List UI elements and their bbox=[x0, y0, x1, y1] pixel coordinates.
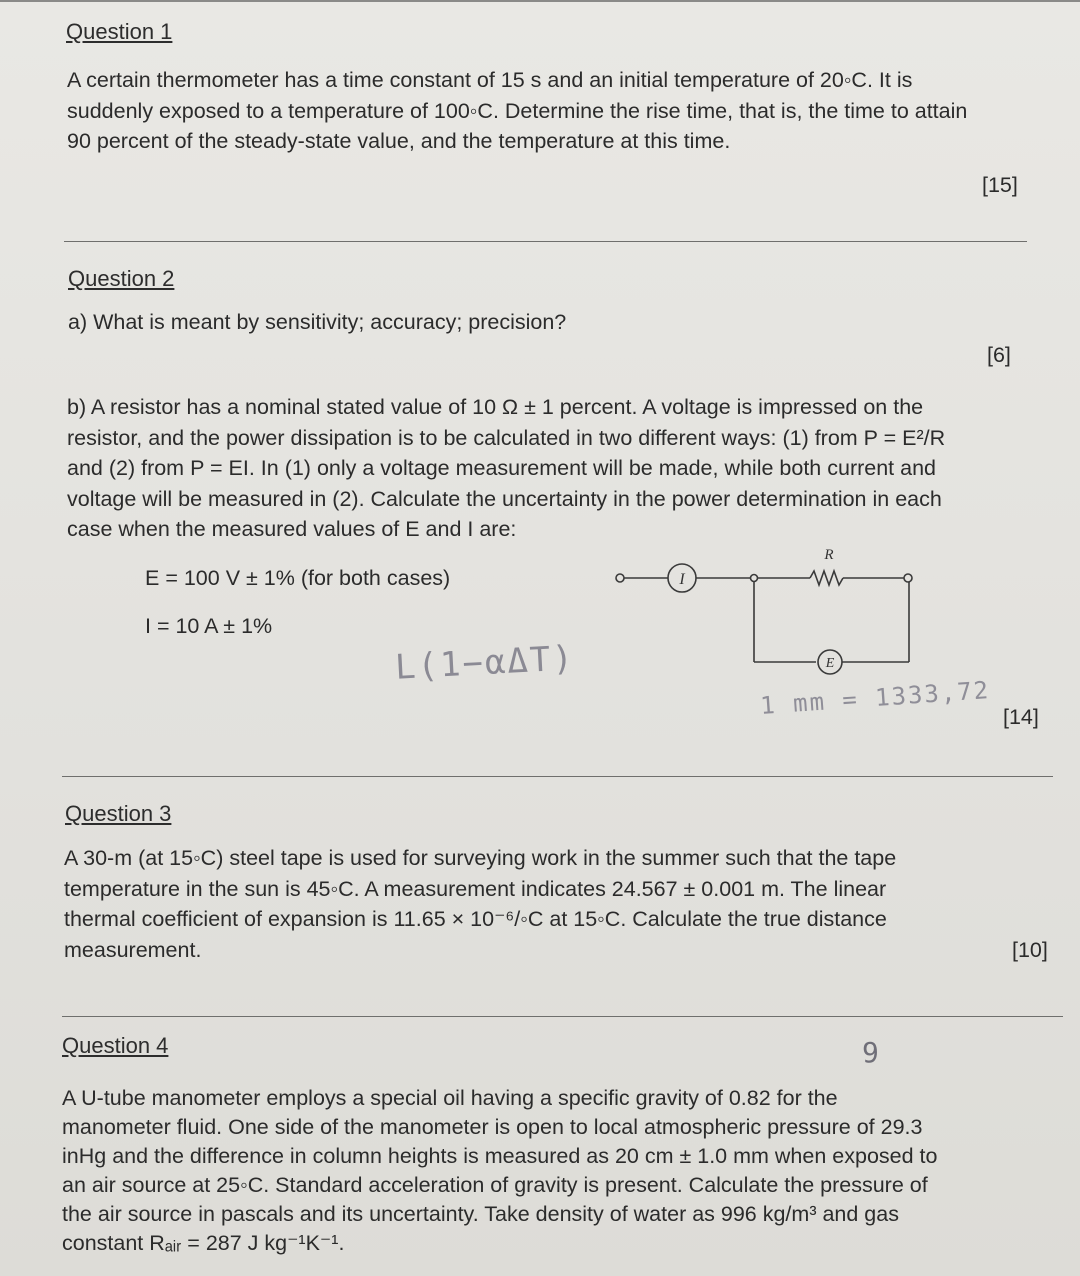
q1-line: 90 percent of the steady-state value, and the temperature at this time. bbox=[67, 129, 731, 153]
handwritten-note: 1 mm = 1333,72 bbox=[759, 676, 991, 720]
q2-heading: Question 2 bbox=[68, 266, 175, 291]
q4-line: manometer fluid. One side of the manometer is open to local atmospheric pressure of 29.3 bbox=[62, 1115, 923, 1139]
q4-heading: Question 4 bbox=[62, 1033, 169, 1058]
section-divider bbox=[64, 241, 1027, 242]
section-divider bbox=[62, 1016, 1063, 1017]
q3-text bbox=[64, 843, 896, 965]
q3-line: measurement. bbox=[64, 937, 202, 962]
q2b-line: resistor, and the power dissipation is to be calculated in two different ways: (1) from P = E²/R bbox=[67, 425, 946, 450]
terminal-right bbox=[904, 574, 912, 582]
q1-line: suddenly exposed to a temperature of 100◦C. Determine the rise time, that is, the time to attain bbox=[67, 98, 968, 123]
q4-text bbox=[62, 1084, 937, 1258]
q4-line: inHg and the difference in column heights is measured as 20 cm ± 1.0 mm when exposed to bbox=[62, 1144, 938, 1168]
q1-line: A certain thermometer has a time constant of 15 s and an initial temperature of 20◦C. It is bbox=[67, 68, 913, 92]
q2b-line: and (2) from P = EI. In (1) only a voltage measurement will be made, while both current and bbox=[67, 456, 936, 480]
q4-line: constant Rₐᵢᵣ = 287 J kg⁻¹K⁻¹. bbox=[62, 1231, 345, 1255]
q3-line: temperature in the sun is 45◦C. A measurement indicates 24.567 ± 0.001 m. The linear bbox=[64, 876, 887, 901]
q4-line: an air source at 25◦C. Standard acceleration of gravity is present. Calculate the pressure of bbox=[62, 1173, 928, 1197]
q1-marks: [15] bbox=[982, 173, 1018, 197]
e-value: E = 100 V ± 1% (for both cases) bbox=[145, 566, 451, 590]
q3-marks: [10] bbox=[1012, 938, 1048, 962]
voltmeter-label: E bbox=[825, 656, 835, 671]
q1-heading: Question 1 bbox=[66, 19, 173, 44]
resistor-label: R bbox=[824, 547, 834, 563]
q3-heading: Question 3 bbox=[65, 801, 172, 826]
q2-marks-a: [6] bbox=[987, 343, 1011, 367]
resistor-symbol bbox=[810, 571, 843, 585]
terminal-left bbox=[616, 574, 624, 582]
q2b-line: voltage will be measured in (2). Calculate the uncertainty in the power determination in each bbox=[67, 486, 942, 511]
handwritten-digit: 9 bbox=[862, 1036, 881, 1069]
i-value: I = 10 A ± 1% bbox=[145, 614, 273, 638]
q1-text bbox=[67, 65, 967, 157]
node bbox=[751, 575, 758, 582]
circuit-diagram bbox=[600, 540, 930, 680]
q2-marks-b: [14] bbox=[1003, 705, 1039, 729]
q2-part-a: a) What is meant by sensitivity; accuracy; precision? bbox=[68, 310, 567, 334]
q3-line: A 30-m (at 15◦C) steel tape is used for surveying work in the summer such that the tape bbox=[64, 846, 897, 870]
q2b-line: case when the measured values of E and I are: bbox=[67, 517, 517, 541]
q4-line: A U-tube manometer employs a special oil having a specific gravity of 0.82 for the bbox=[62, 1086, 838, 1110]
ammeter-label: I bbox=[679, 571, 685, 588]
q2b-line: b) A resistor has a nominal stated value of 10 Ω ± 1 percent. A voltage is impressed on the bbox=[67, 395, 924, 419]
q4-line: the air source in pascals and its uncertainty. Take density of water as 996 kg/m³ and gas bbox=[62, 1202, 899, 1226]
handwritten-formula: L(1−αΔT) bbox=[394, 638, 576, 688]
top-edge-line bbox=[0, 0, 1080, 2]
q2-part-b bbox=[67, 392, 945, 545]
section-divider bbox=[62, 776, 1053, 777]
q3-line: thermal coefficient of expansion is 11.65 × 10⁻⁶/◦C at 15◦C. Calculate the true distance bbox=[64, 907, 887, 931]
